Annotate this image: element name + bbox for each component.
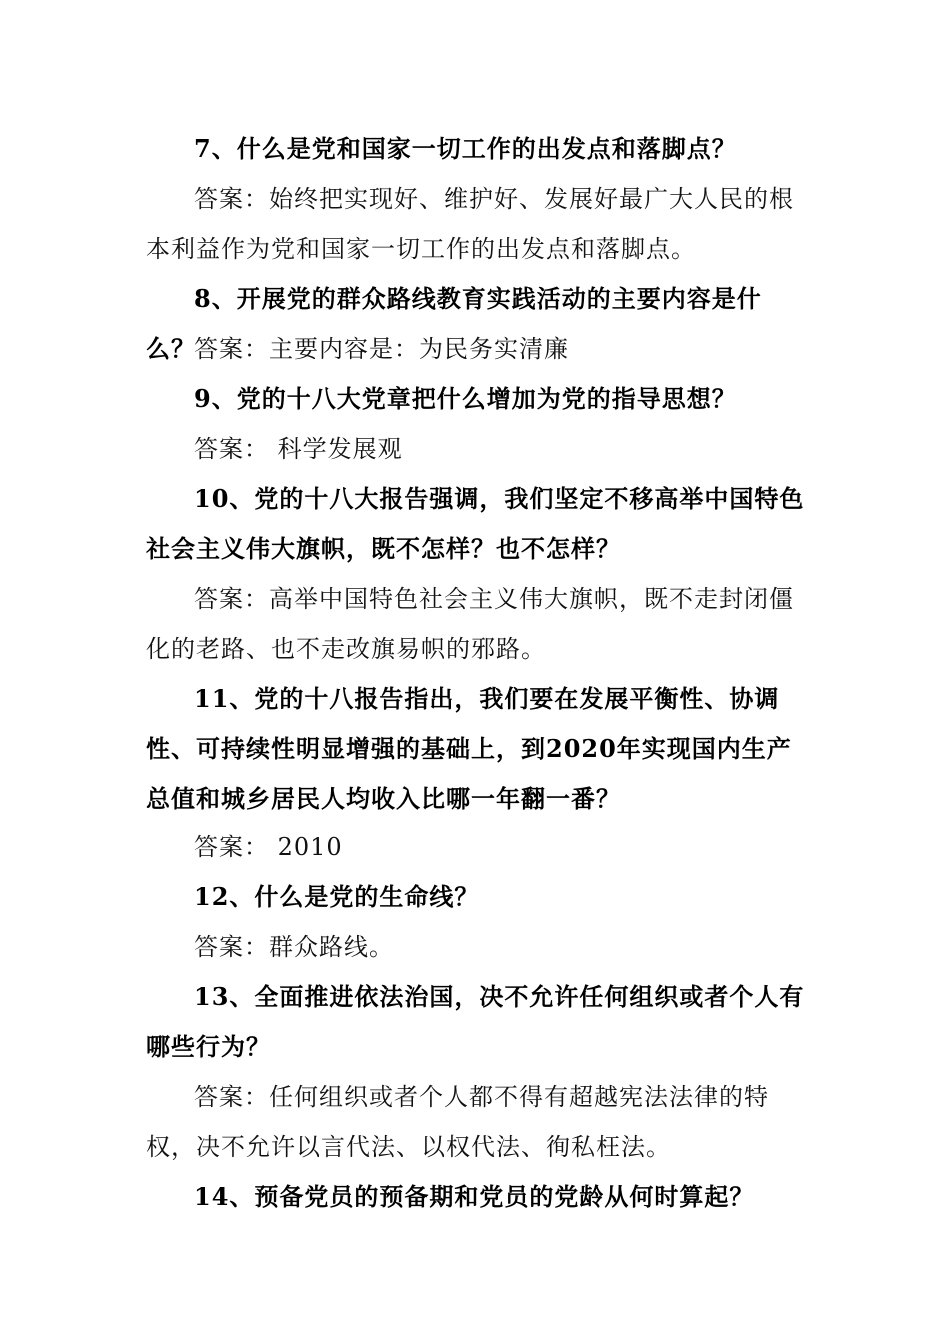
question-9: 9、党的十八大党章把什么增加为党的指导思想？	[194, 384, 737, 413]
answer-9: 答案： 科学发展观	[194, 435, 403, 463]
question-8: 8、开展党的群众路线教育实践活动的主要内容是什么？	[146, 284, 762, 363]
answer-8: 答案：主要内容是：为民务实清廉	[194, 335, 569, 363]
answer-12: 答案：群众路线。	[194, 933, 394, 961]
question-14: 14、预备党员的预备期和党员的党龄从何时算起？	[194, 1182, 755, 1211]
answer-13: 答案：任何组织或者个人都不得有超越宪法法律的特权，决不允许以言代法、以权代法、徇私枉法。	[146, 1083, 769, 1161]
answer-11: 答案： 2010	[194, 833, 343, 861]
question-11: 11、党的十八报告指出，我们要在发展平衡性、协调性、可持续性明显增强的基础上，到2020年实现国内生产总值和城乡居民人均收入比哪一年翻一番？	[146, 684, 792, 813]
answer-10: 答案：高举中国特色社会主义伟大旗帜，既不走封闭僵化的老路、也不走改旗易帜的邪路。	[146, 585, 794, 663]
question-13: 13、全面推进依法治国，决不允许任何组织或者个人有哪些行为？	[146, 982, 805, 1061]
question-10: 10、党的十八大报告强调，我们坚定不移高举中国特色社会主义伟大旗帜，既不怎样？也不怎样？	[146, 484, 805, 563]
question-7: 7、什么是党和国家一切工作的出发点和落脚点？	[194, 134, 737, 163]
question-12: 12、什么是党的生命线？	[194, 882, 480, 911]
answer-7: 答案：始终把实现好、维护好、发展好最广大人民的根本利益作为党和国家一切工作的出发点和落脚点。	[146, 185, 794, 263]
